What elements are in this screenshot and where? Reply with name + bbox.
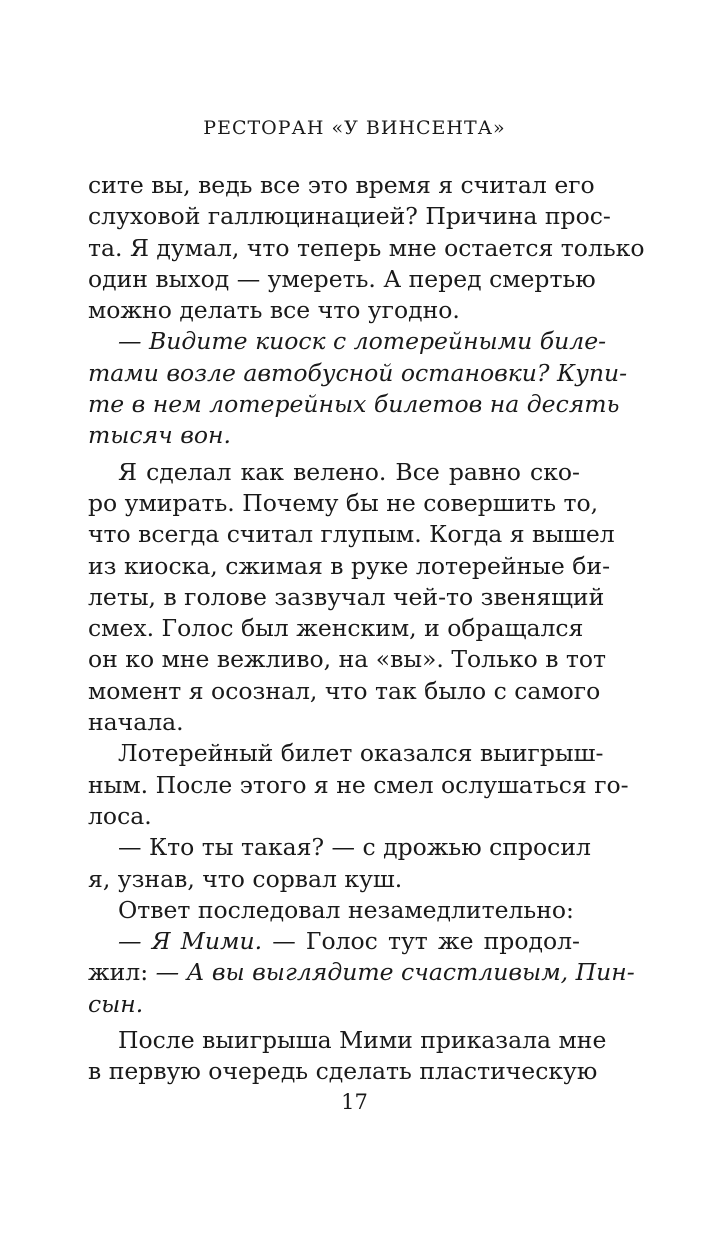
text-line: та. Я думал, что теперь мне остается только (88, 233, 645, 262)
text-line: Я сделал как велено. Все равно ско- (118, 457, 580, 486)
italic-span: — А вы выглядите счастливым, Пин- (155, 958, 635, 987)
text-line: смех. Голос был женским, и обращался (88, 614, 584, 643)
text-line: в первую очередь сделать пластическую (88, 1057, 598, 1086)
text-line: начала. (88, 708, 184, 737)
text-line (88, 926, 580, 957)
text-line: леты, в голове зазвучал чей-то звенящий (88, 582, 605, 611)
running-header: РЕСТОРАН «У ВИНСЕНТА» (203, 117, 506, 139)
text-line: он ко мне вежливо, на «вы». Только в тот (88, 645, 607, 674)
text-line: лоса. (88, 801, 152, 830)
text-line: — Кто ты такая? — с дрожью спросил (118, 833, 591, 862)
text-line: сите вы, ведь все это время я считал его (88, 171, 595, 199)
text-line: момент я осознал, что так было с самого (88, 676, 601, 705)
text-line: можно делать все что угодно. (88, 296, 460, 325)
text-line (88, 957, 635, 988)
text-line: я, узнав, что сорвал куш. (88, 864, 403, 893)
text-line: ро умирать. Почему бы не совершить то, (88, 488, 599, 517)
text-span: жил: (88, 958, 156, 987)
text-span: — Голос тут же продол- (262, 927, 580, 956)
text-line: слуховой галлюцинацией? Причина прос- (88, 202, 611, 231)
text-line: один выход — умереть. А перед смертью (88, 264, 596, 293)
italic-span: — Я Мими. (118, 927, 263, 956)
text-line: тысяч вон. (88, 421, 232, 450)
text-line: Ответ последовал незамедлительно: (118, 895, 574, 924)
body-text (88, 170, 645, 1088)
text-line: тами возле автобусной остановки? Купи- (88, 358, 628, 387)
text-line: ным. После этого я не смел ослушаться го- (88, 770, 629, 799)
text-line: сын. (88, 989, 144, 1018)
text-line: После выигрыша Мими приказала мне (118, 1026, 607, 1055)
text-line: что всегда считал глупым. Когда я вышел (88, 520, 615, 549)
text-line: те в нем лотерейных билетов на десять (88, 390, 620, 419)
text-line: Лотерейный билет оказался выигрыш- (118, 739, 604, 768)
page-number: 17 (341, 1090, 368, 1114)
text-line: из киоска, сжимая в руке лотерейные би- (88, 551, 611, 580)
text-line: — Видите киоск с лотерейными биле- (118, 327, 607, 356)
